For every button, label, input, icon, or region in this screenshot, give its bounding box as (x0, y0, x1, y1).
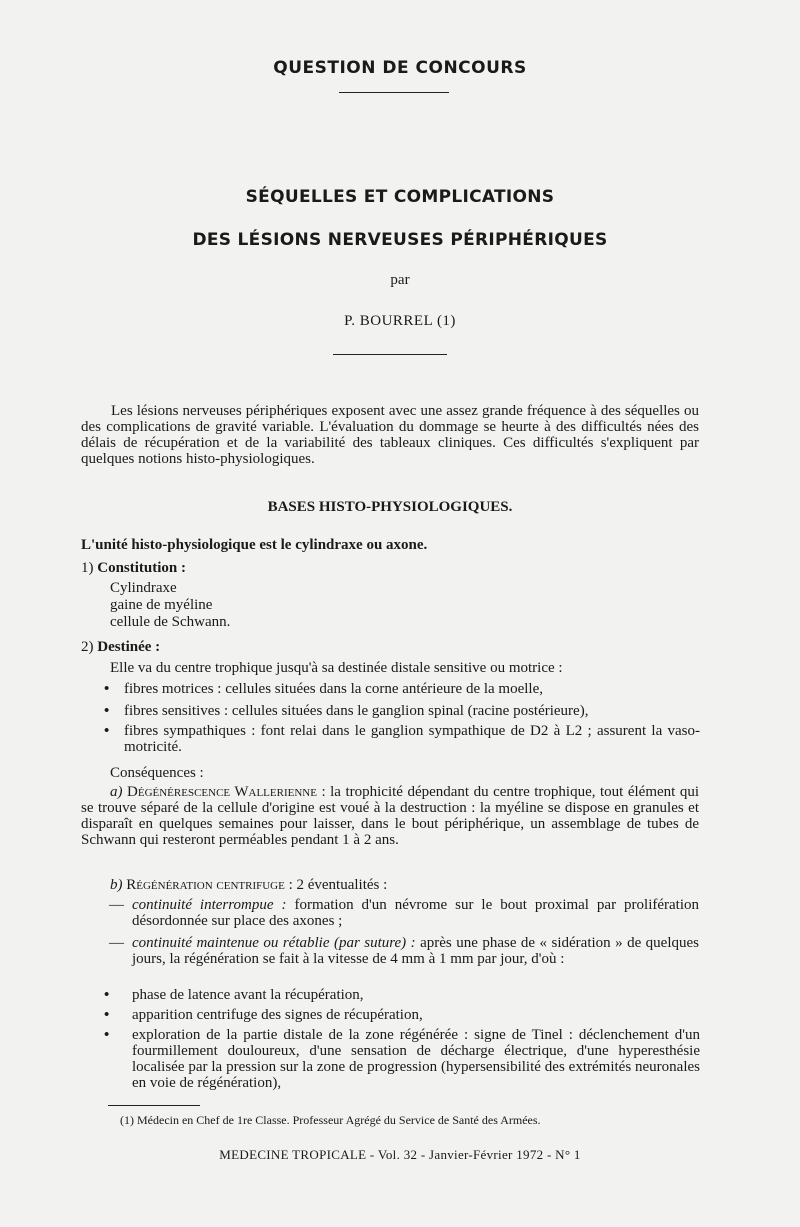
intro-paragraph: Les lésions nerveuses périphériques exposent avec une assez grande fréquence à des séquelles ou des complications de gravité variable. L'évaluation du dommage se heurte à des difficultés nées des délais de récupération et de la variabilité des tableaux cliniques. Ces difficultés s'expliquent par quelques notions histo-physiologiques. (81, 403, 699, 467)
list-item-text: fibres sympathiques : font relai dans le ganglion sympathique de D2 à L2 ; assurent la vaso-motricité. (124, 723, 700, 755)
list-item (104, 703, 700, 719)
header-rule (339, 92, 449, 93)
dash-item-text (109, 897, 699, 929)
list-item (104, 1027, 700, 1091)
dash-marker: — (109, 935, 124, 951)
consequence-b-term: Régénération centrifuge (126, 877, 285, 893)
consequence-a-text: : la trophicité dépendant du centre trophique, tout élément qui se trouve séparé de la cellule d'origine est voué à la destruction : la myéline se dispose en granules et disparaît en quelques semaines pour laisser, dans le bout périphérique, un assemblage de tubes de Schwann qui resteront perméables pendant 1 à 2 ans. (81, 784, 699, 848)
destinee-heading (81, 639, 160, 656)
list-item-text: exploration de la partie distale de la zone régénérée : signe de Tinel : déclenchement d'un fourmillement douloureux, d'une sensation de décharge électrique, d'une hyperesthésie localisée par la pression sur la zone de progression (hypersensibilité des extrémités neuronales en voie de régénération), (132, 1027, 700, 1091)
by-label: par (390, 272, 410, 288)
dash-item (109, 897, 699, 929)
constitution-label: Constitution : (97, 560, 187, 576)
dash-item-body: après une phase de « sidération » de quelques jours, la régénération se fait à la vitesse de 4 mm à 1 mm par jour, d'où : (132, 935, 700, 967)
constitution-item: Cylindraxe (110, 580, 177, 596)
list-item-text: fibres motrices : cellules situées dans la corne antérieure de la moelle, (124, 681, 543, 697)
consequence-a-term: Dégénérescence Wallerienne (127, 784, 317, 800)
consequence-a-prefix: a) (110, 784, 123, 800)
list-item (104, 681, 700, 697)
article-title-line1: SÉQUELLES ET COMPLICATIONS (245, 187, 555, 207)
dash-item (109, 935, 699, 967)
list-item-text: phase de latence avant la récupération, (132, 987, 364, 1003)
bullet-icon: • (104, 681, 110, 697)
destinee-number: 2) (81, 639, 94, 655)
footnote-rule (108, 1105, 200, 1106)
destinee-text: Elle va du centre trophique jusqu'à sa destinée distale sensitive ou motrice : (110, 660, 563, 676)
constitution-item: cellule de Schwann. (110, 614, 231, 630)
constitution-number: 1) (81, 560, 94, 576)
destinee-label: Destinée : (97, 639, 161, 655)
bullet-icon: • (104, 1007, 110, 1023)
constitution-heading (81, 560, 186, 577)
list-item (104, 1007, 700, 1023)
dash-marker: — (109, 897, 124, 913)
bullet-icon: • (104, 723, 110, 739)
consequence-b-text: : 2 éventualités : (284, 877, 388, 893)
dash-item-term: continuité maintenue ou rétablie (par suture) : (132, 935, 416, 951)
list-item-text: apparition centrifuge des signes de récupération, (132, 1007, 423, 1023)
author: P. BOURREL (1) (344, 313, 456, 329)
bullet-icon: • (104, 1027, 110, 1043)
section-header: QUESTION DE CONCOURS (273, 58, 527, 78)
consequence-b-prefix: b) (110, 877, 123, 893)
dash-item-text (109, 935, 699, 967)
section-title: BASES HISTO-PHYSIOLOGIQUES. (267, 499, 513, 515)
dash-item-body: formation d'un névrome sur le bout proximal par prolifération désordonnée sur place des axones ; (132, 897, 700, 929)
constitution-item: gaine de myéline (110, 597, 213, 613)
list-item (104, 723, 700, 755)
consequence-a (81, 784, 699, 848)
journal-footer: MEDECINE TROPICALE - Vol. 32 - Janvier-Février 1972 - N° 1 (219, 1147, 581, 1162)
list-item-text: fibres sensitives : cellules situées dans le ganglion spinal (racine postérieure), (124, 703, 589, 719)
dash-item-term: continuité interrompue : (132, 897, 287, 913)
article-title-line2: DES LÉSIONS NERVEUSES PÉRIPHÉRIQUES (192, 230, 608, 250)
consequences-label: Conséquences : (110, 765, 204, 781)
title-rule (333, 354, 447, 355)
consequence-b (110, 877, 387, 894)
list-item (104, 987, 700, 1003)
footnote: (1) Médecin en Chef de 1re Classe. Professeur Agrégé du Service de Santé des Armées. (120, 1113, 541, 1127)
bullet-icon: • (104, 987, 110, 1003)
bullet-icon: • (104, 703, 110, 719)
subsection-title: L'unité histo-physiologique est le cylindraxe ou axone. (81, 537, 428, 553)
